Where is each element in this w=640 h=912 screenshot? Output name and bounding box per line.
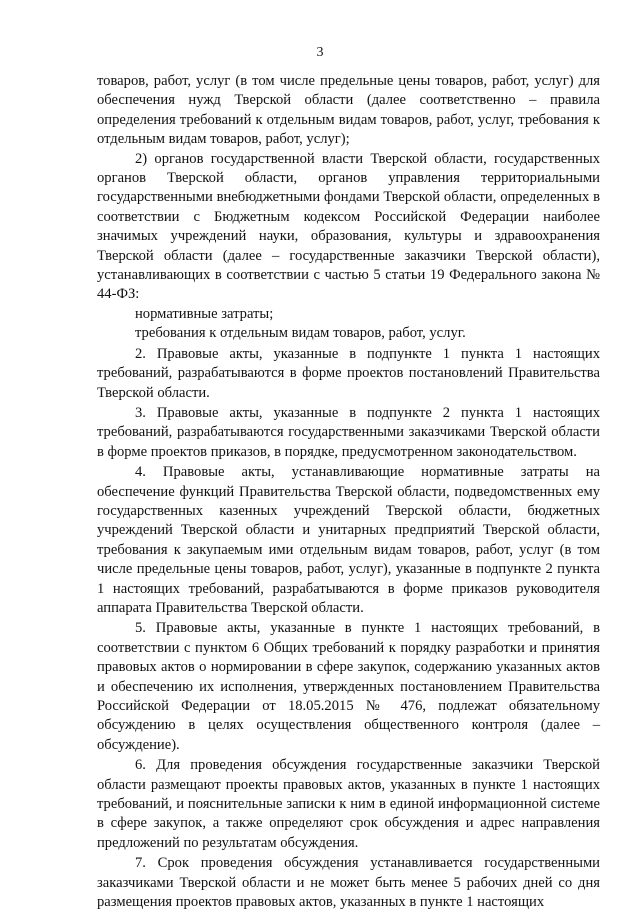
paragraph-4: 4. Правовые акты, устанавливающие нормативные затраты на обеспечение функций Правительства Тверской области, подведомственных ему государственных казенных учреждений Тверской области, бюджетных учреждений Тверской области и унитарных предприятий Тверской области, требования к закупаемым ими отдельным видам товаров, работ, услуг (в том числе предельные цены товаров, работ, услуг), указанные в подпункте 2 пункта 1 настоящих требований, разрабатываются в форме приказов руководителя аппарата Правительства Тверской области. [97, 464, 600, 616]
list-item-requirements: требования к отдельным видам товаров, работ, услуг. [135, 325, 466, 342]
list-item-normative-costs: нормативные затраты; [135, 305, 274, 322]
paragraph-5: 5. Правовые акты, указанные в пункте 1 настоящих требований, в соответствии с пунктом 6 Общих требований к порядку разработки и принятия правовых актов о нормировании в сфере закупок, содержанию указанных актов и обеспечению их исполнения, утвержденных постановлением Правительства Российской Федерации от 18.05.2015 № 476, подлежат обязательному обсуждению в целях осуществления общественного контроля (далее – обсуждение). [97, 620, 600, 753]
paragraph-6: 6. Для проведения обсуждения государственные заказчики Тверской области размещают проекты правовых актов, указанных в пункте 1 настоящих требований, и пояснительные записки к ним в единой информационной системе в сфере закупок, а также определяют срок обсуждения и адрес направления предложений по результатам обсуждения. [97, 757, 600, 851]
page-number: 3 [316, 45, 324, 60]
paragraph-continuation: товаров, работ, услуг (в том числе предельные цены товаров, работ, услуг) для обеспечения нужд Тверской области (далее соответственно – правила определения требований к отдельным видам товаров, работ, услуг, требования к отдельным видам товаров, работ, услуг); [97, 73, 600, 148]
document-body [97, 72, 600, 912]
paragraph-7: 7. Срок проведения обсуждения устанавливается государственными заказчиками Тверской области и не может быть менее 5 рабочих дней со дня размещения проектов правовых актов, указанных в пункте 1 настоящих [97, 855, 600, 911]
paragraph-3: 3. Правовые акты, указанные в подпункте 2 пункта 1 настоящих требований, разрабатываются государственными заказчиками Тверской области в форме проектов приказов, в порядке, предусмотренном законодательством. [97, 404, 600, 460]
paragraph-subitem-2: 2) органов государственной власти Тверской области, государственных органов Тверской области, органов управления территориальными государственными внебюджетными фондами Тверской области, определенных в соответствии с Бюджетным кодексом Российской Федерации наиболее значимых учреждений науки, образования, культуры и здравоохранения Тверской области (далее – государственные заказчики Тверской области), устанавливающих в соответствии с частью 5 статьи 19 Федерального закона № 44-ФЗ: [97, 150, 600, 303]
paragraph-2: 2. Правовые акты, указанные в подпункте 1 пункта 1 настоящих требований, разрабатываются в форме проектов постановлений Правительства Тверской области. [97, 345, 600, 401]
